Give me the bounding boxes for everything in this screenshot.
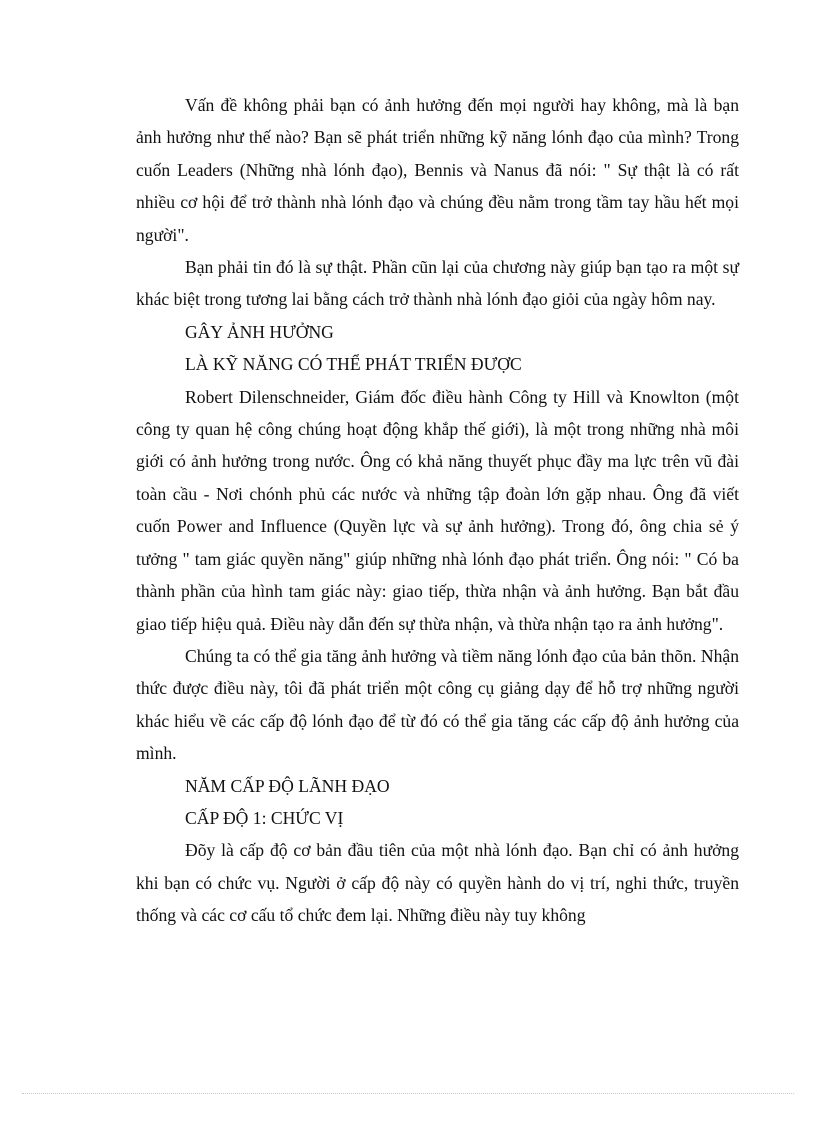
document-body [136,89,739,932]
heading-level-1: CẤP ĐỘ 1: CHỨC VỊ [185,807,344,828]
heading-five-levels: NĂM CẤP ĐỘ LÃNH ĐẠO [185,775,390,796]
heading-influence: GÂY ẢNH HƯỞNG [185,321,334,342]
paragraph-dilenschneider: Robert Dilenschneider, Giám đốc điều hành Công ty Hill và Knowlton (một công ty quan hệ công chúng hoạt động khắp thế giới), là một trong những nhà môi giới có ảnh hưởng trong nước. Ông có khả năng thuyết phục đầy ma lực trên vũ đài toàn cầu - Nơi chónh phủ các nước và những tập đoàn lớn gặp nhau. Ông đã viết cuốn Power and Influence (Quyền lực và sự ảnh hưởng). Trong đó, ông chia sẻ ý tưởng " tam giác quyền năng" giúp những nhà lónh đạo phát triển. Ông nói: " Có ba thành phần của hình tam giác này: giao tiếp, thừa nhận và ảnh hưởng. Bạn bắt đầu giao tiếp hiệu quả. Điều này dẫn đến sự thừa nhận, và thừa nhận tạo ra ảnh hưởng". [136,386,739,634]
paragraph-leadership-tool: Chúng ta có thể gia tăng ảnh hưởng và tiềm năng lónh đạo của bản thõn. Nhận thức được điều này, tôi đã phát triển một công cụ giảng dạy để hỗ trợ những người khác hiểu về các cấp độ lónh đạo để từ đó có thể gia tăng các cấp độ ảnh hưởng của mình. [136,645,739,764]
paragraph-influence-intro: Vấn đề không phải bạn có ảnh hưởng đến mọi người hay không, mà là bạn ảnh hưởng như thế nào? Bạn sẽ phát triển những kỹ năng lónh đạo của mình? Trong cuốn Leaders (Những nhà lónh đạo), Bennis và Nanus đã nói: " Sự thật là có rất nhiều cơ hội để trở thành nhà lónh đạo và chúng đều nằm trong tầm tay hầu hết mọi người". [136,95,739,245]
page-bottom-divider [22,1093,794,1094]
paragraph-level-1: Đõy là cấp độ cơ bản đầu tiên của một nhà lónh đạo. Bạn chỉ có ảnh hưởng khi bạn có chức vụ. Người ở cấp độ này có quyền hành do vị trí, nghi thức, truyền thống và các cơ cấu tổ chức đem lại. Những điều này tuy không [136,840,739,926]
paragraph-believe-truth: Bạn phải tin đó là sự thật. Phần cũn lại của chương này giúp bạn tạo ra một sự khác biệt trong tương lai bằng cách trở thành nhà lónh đạo giỏi của ngày hôm nay. [136,257,739,310]
heading-developable-skill: LÀ KỸ NĂNG CÓ THỂ PHÁT TRIỂN ĐƯỢC [185,354,522,375]
